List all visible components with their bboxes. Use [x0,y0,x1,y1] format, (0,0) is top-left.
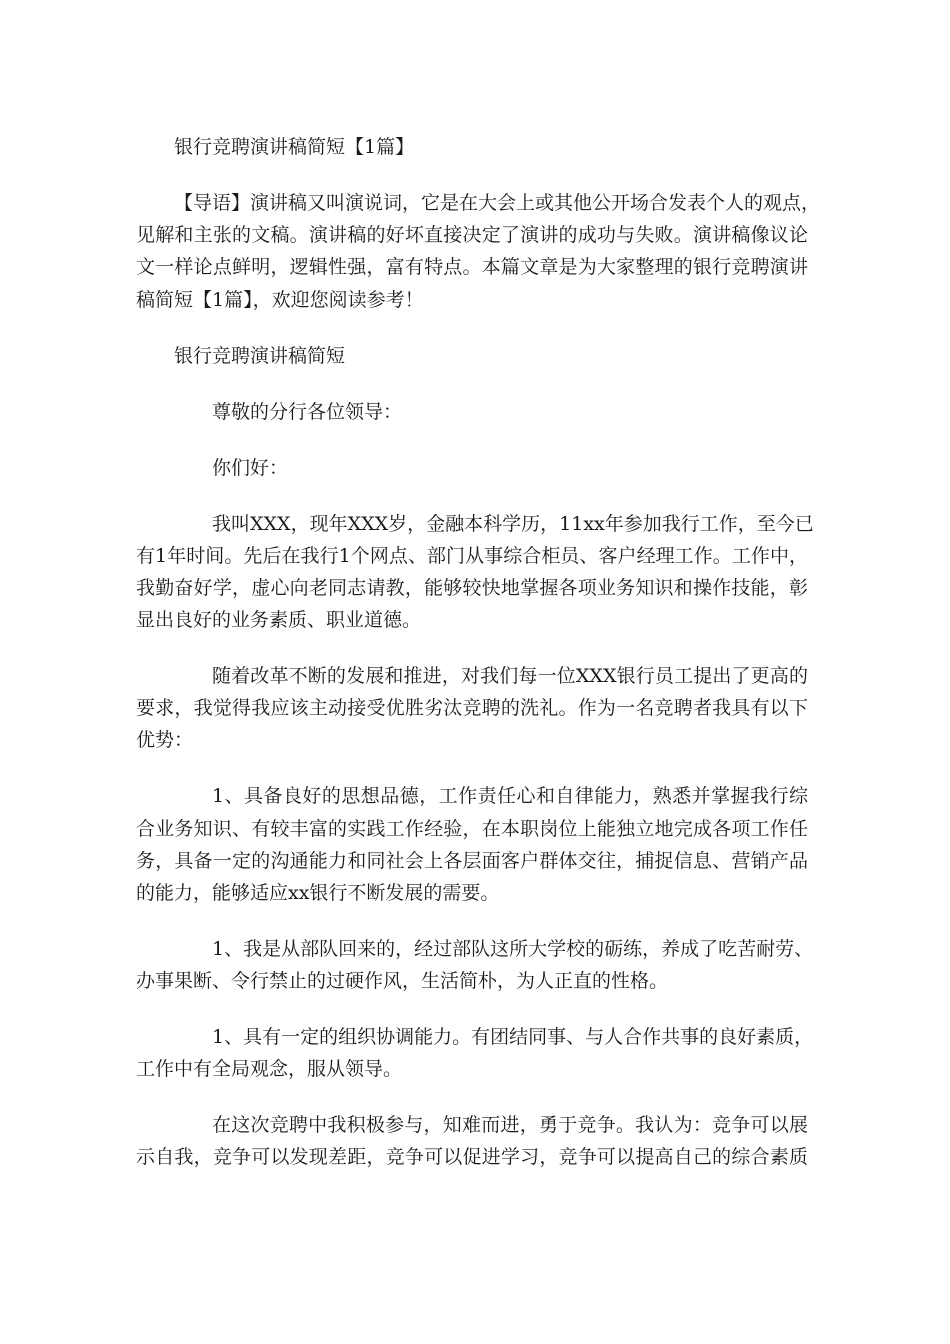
paragraph-line: 我叫XXX，现年XXX岁，金融本科学历，11xx年参加我行工作，至今已 [212,513,814,535]
paragraph-line: 显出良好的业务素质、职业道德。 [136,609,422,631]
list-item-line: 工作中有全局观念，服从领导。 [136,1058,403,1080]
intro-line: 文一样论点鲜明，逻辑性强，富有特点。本篇文章是为大家整理的银行竞聘演讲 [136,256,808,278]
list-item-line: 1、我是从部队回来的，经过部队这所大学校的砺练，养成了吃苦耐劳、 [212,938,814,960]
list-item-line: 的能力，能够适应xx银行不断发展的需要。 [136,882,500,904]
paragraph-line: 在这次竞聘中我积极参与，知难而进，勇于竞争。我认为：竞争可以展 [212,1114,808,1136]
intro-line: 【导语】演讲稿又叫演说词，它是在大会上或其他公开场合发表个人的观点， [174,192,821,214]
section-subtitle: 银行竞聘演讲稿简短 [174,345,346,367]
list-item-line: 合业务知识、有较丰富的实践工作经验，在本职岗位上能独立地完成各项工作任 [136,818,808,840]
salutation: 尊敬的分行各位领导： [212,401,403,423]
intro-line: 稿简短【1篇】，欢迎您阅读参考！ [136,289,424,311]
list-item-line: 办事果断、令行禁止的过硬作风，生活简朴，为人正直的性格。 [136,970,669,992]
intro-line: 见解和主张的文稿。演讲稿的好坏直接决定了演讲的成功与失败。演讲稿像议论 [136,224,808,246]
document-title: 银行竞聘演讲稿简短【1篇】 [174,136,415,158]
paragraph-line: 有1年时间。先后在我行1个网点、部门从事综合柜员、客户经理工作。工作中， [136,545,808,567]
paragraph-line: 优势： [136,729,194,751]
document-page [136,0,821,1344]
list-item-line: 务，具备一定的沟通能力和同社会上各层面客户群体交往，捕捉信息、营销产品 [136,850,808,872]
greeting: 你们好： [212,457,289,479]
list-item-line: 1、具备良好的思想品德，工作责任心和自律能力，熟悉并掌握我行综 [212,785,808,807]
list-item-line: 1、具有一定的组织协调能力。有团结同事、与人合作共事的良好素质， [212,1026,814,1048]
paragraph-line: 随着改革不断的发展和推进，对我们每一位XXX银行员工提出了更高的 [212,665,808,687]
paragraph-line: 我勤奋好学，虚心向老同志请教，能够较快地掌握各项业务知识和操作技能，彰 [136,577,808,599]
paragraph-line: 要求，我觉得我应该主动接受优胜劣汰竞聘的洗礼。作为一名竞聘者我具有以下 [136,697,808,719]
paragraph-line: 示自我，竞争可以发现差距，竞争可以促进学习，竞争可以提高自己的综合素质 [136,1146,808,1168]
